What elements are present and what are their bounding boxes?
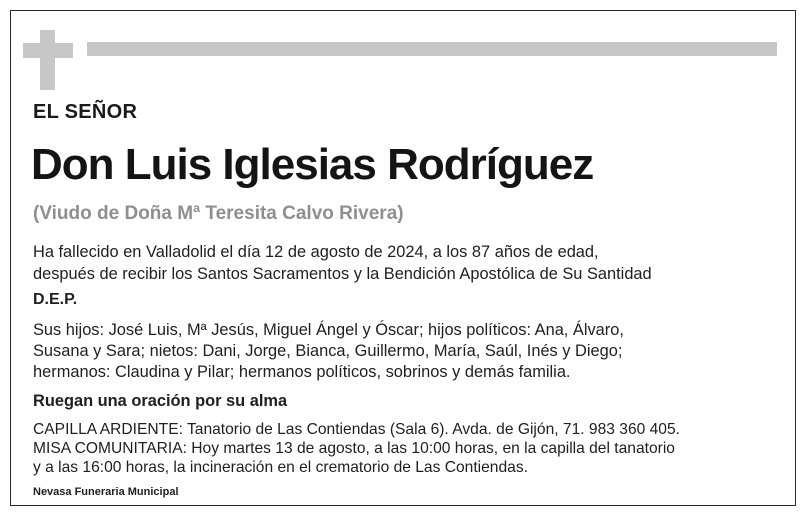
family-line: hermanos: Claudina y Pilar; hermanos políticos, sobrinos y demás familia.	[33, 363, 571, 381]
info-line: y a las 16:00 horas, la incineración en el crematorio de Las Contiendas.	[33, 459, 528, 476]
deceased-name: Don Luis Iglesias Rodríguez	[31, 140, 594, 189]
announcement-line: Ha fallecido en Valladolid el día 12 de agosto de 2024, a los 87 años de edad,	[33, 243, 599, 261]
info-line: CAPILLA ARDIENTE: Tanatorio de Las Contiendas (Sala 6). Avda. de Gijón, 71. 983 360 405.	[33, 421, 680, 438]
header-rule	[87, 42, 777, 56]
cross-icon	[23, 30, 73, 90]
funeral-home-credit: Nevasa Funeraria Municipal	[33, 486, 179, 498]
prayer-request: Ruegan una oración por su alma	[33, 392, 288, 410]
rip-abbreviation: D.E.P.	[33, 291, 78, 308]
info-line: MISA COMUNITARIA: Hoy martes 13 de agosto, a las 10:00 horas, en la capilla del tanatorio	[33, 440, 675, 457]
family-line: Sus hijos: José Luis, Mª Jesús, Miguel Ángel y Óscar; hijos políticos: Ana, Álvaro,	[33, 321, 624, 339]
service-info	[33, 420, 680, 477]
family-line: Susana y Sara; nietos: Dani, Jorge, Bianca, Guillermo, María, Saúl, Inés y Diego;	[33, 342, 623, 360]
family-list	[33, 320, 624, 383]
widow-note: (Viudo de Doña Mª Teresita Calvo Rivera)	[33, 203, 404, 224]
announcement-line: después de recibir los Santos Sacramentos y la Bendición Apostólica de Su Santidad	[33, 265, 652, 283]
death-announcement	[33, 241, 652, 285]
honorific: EL SEÑOR	[33, 101, 138, 123]
